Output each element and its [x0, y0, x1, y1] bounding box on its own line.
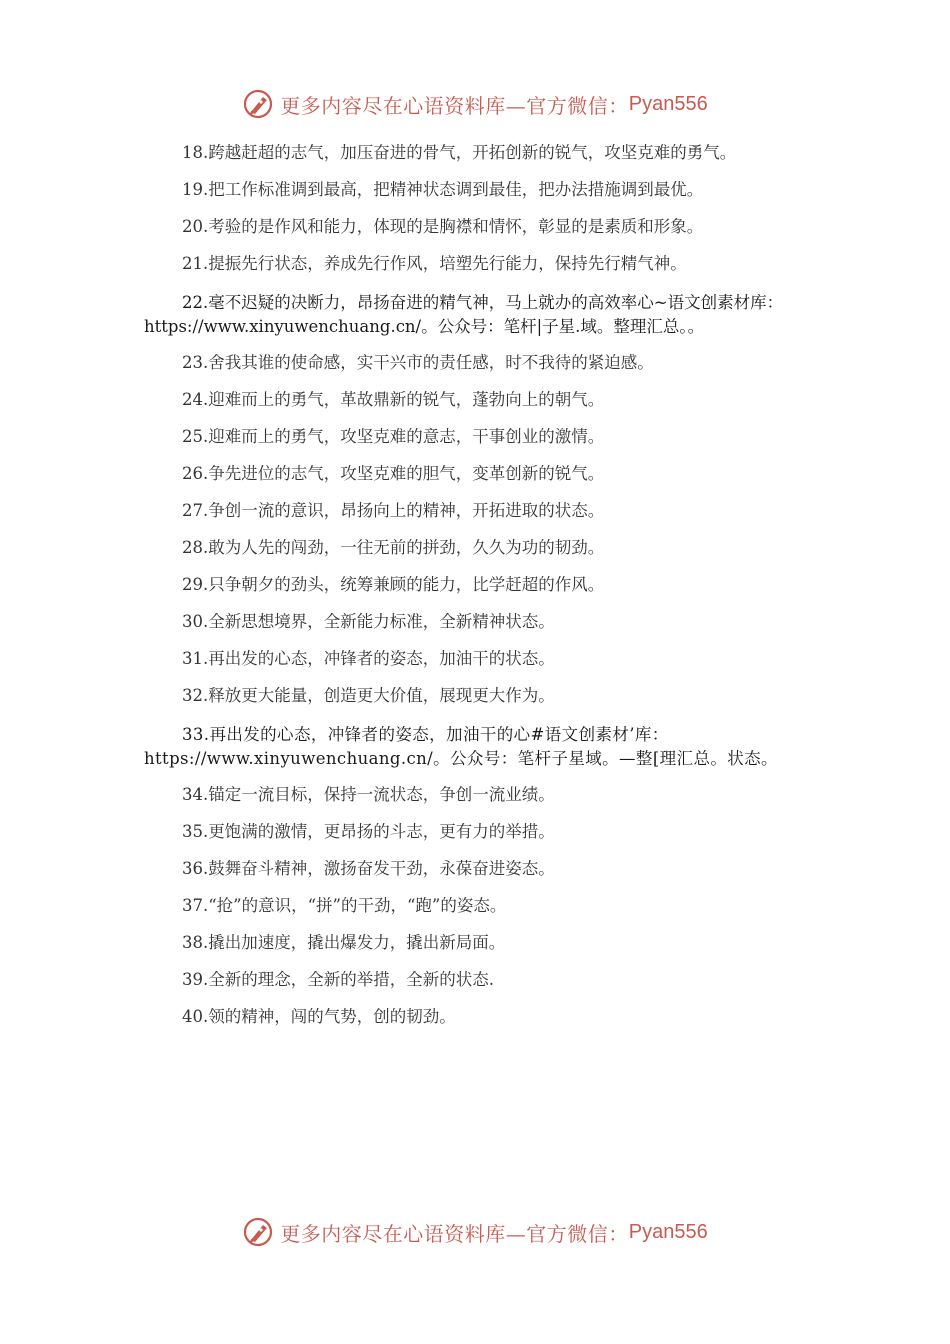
list-item-with-source: 22.毫不迟疑的决断力，昂扬奋进的精气神，马上就办的高效率心~语文创素材库：https://www.xinyuwenchuang.cn/。公众号：笔杆|子星.域。整理汇总。。: [144, 293, 784, 336]
list-item: 37.“抢”的意识，“拼”的干劲，“跑”的姿态。: [182, 896, 507, 915]
list-item: 34.锚定一流目标，保持一流状态，争创一流业绩。: [182, 785, 555, 804]
list-item: 19.把工作标准调到最高，把精神状态调到最佳，把办法措施调到最优。: [182, 180, 704, 199]
list-item: 24.迎难而上的勇气，革故鼎新的锐气，蓬勃向上的朝气。: [182, 390, 605, 409]
list-item: 23.舍我其谁的使命感，实干兴市的责任感，时不我待的紧迫感。: [182, 353, 654, 372]
list-item: 18.跨越赶超的志气，加压奋进的骨气，开拓创新的锐气，攻坚克难的勇气。: [182, 143, 737, 162]
pen-nib-icon: [242, 88, 274, 120]
list-item: 39.全新的理念，全新的举措，全新的状态.: [182, 970, 494, 989]
list-item: 26.争先进位的志气，攻坚克难的胆气，变革创新的锐气。: [182, 464, 605, 483]
list-item: 21.提振先行状态，养成先行作风，培塑先行能力，保持先行精气神。: [182, 254, 687, 273]
banner-text: 更多内容尽在心语资料库—官方微信：: [280, 1221, 629, 1246]
banner-wechat-id: Pyan556: [628, 92, 708, 115]
list-item: 20.考验的是作风和能力，体现的是胸襟和情怀，彰显的是素质和形象。: [182, 217, 704, 236]
pen-nib-icon: [242, 1216, 274, 1248]
list-item: 36.鼓舞奋斗精神，激扬奋发干劲，永葆奋进姿态。: [182, 859, 555, 878]
list-item: 25.迎难而上的勇气，攻坚克难的意志，干事创业的激情。: [182, 427, 605, 446]
list-item-with-source: 33.再出发的心态，冲锋者的姿态，加油干的心#语文创素材’库：https://www.xinyuwenchuang.cn/。公众号：笔杆子星域。—整[理汇总。状态。: [144, 725, 778, 768]
list-item: 30.全新思想境界，全新能力标准，全新精神状态。: [182, 612, 555, 631]
list-item: 35.更饱满的激情，更昂扬的斗志，更有力的举措。: [182, 822, 555, 841]
header-banner: [0, 84, 950, 124]
list-item: 27.争创一流的意识，昂扬向上的精神，开拓进取的状态。: [182, 501, 605, 520]
list-item: 40.领的精神，闯的气势，创的韧劲。: [182, 1007, 456, 1026]
footer-banner: [0, 1212, 950, 1252]
list-item: 28.敢为人先的闯劲，一往无前的拼劲，久久为功的韧劲。: [182, 538, 605, 557]
document-body: [144, 143, 820, 1044]
banner-wechat-id: Pyan556: [628, 1220, 708, 1243]
list-item: 38.撬出加速度，撬出爆发力，撬出新局面。: [182, 933, 506, 952]
banner-text: 更多内容尽在心语资料库—官方微信：: [280, 93, 629, 118]
list-item: 31.再出发的心态，冲锋者的姿态，加油干的状态。: [182, 649, 555, 668]
list-item: 29.只争朝夕的劲头，统筹兼顾的能力，比学赶超的作风。: [182, 575, 605, 594]
list-item: 32.释放更大能量，创造更大价值，展现更大作为。: [182, 686, 555, 705]
